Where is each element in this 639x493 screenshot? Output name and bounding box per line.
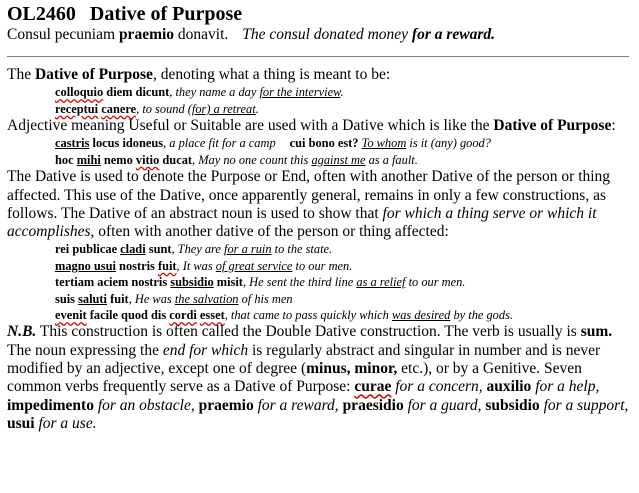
example-latin: cladi <box>120 242 146 257</box>
nb-verb-meaning: for a guard, <box>403 396 482 414</box>
nb-verb: subsidio <box>485 396 540 414</box>
lesson-title: Dative of Purpose <box>89 3 243 25</box>
example-latin: tertiam aciem nostris <box>55 275 171 290</box>
nb-verb-meaning: for a concern, <box>391 378 483 396</box>
example-english-underlined: as a relief <box>356 275 406 290</box>
example-line <box>7 135 633 151</box>
example-english-underlined: of great service <box>215 258 293 273</box>
nb-verb: usui <box>7 414 35 432</box>
subtitle-latin-bold: praemio <box>118 26 175 43</box>
example-latin: evenit <box>55 308 87 323</box>
example-latin: canere <box>101 101 137 116</box>
adjective-paragraph <box>7 117 633 135</box>
purpose-text: The Dative is used to denote the Purpose or End, often with another Dative of the person or thing affected. This use of the Dative, once apparently general, remains in only a few constructions, as follows. The Dative of an abstract noun is used to show that <box>7 168 611 222</box>
example-latin: magno usui <box>55 258 116 273</box>
example-latin: receptui <box>55 101 99 116</box>
example-latin: esset <box>199 308 225 323</box>
nb-bold: minus, minor, <box>306 360 398 378</box>
subtitle-latin-pre: Consul pecuniam <box>7 26 119 43</box>
lesson-code: OL2460 <box>7 3 76 25</box>
nb-italic: end for which <box>162 341 249 359</box>
intro-bold: Dative of Purpose <box>34 66 153 83</box>
example-english-underlined: the salvation <box>174 291 239 306</box>
example-latin: cui bono est? <box>289 136 359 151</box>
adjective-text: Adjective meaning Useful or Suitable are used with a Dative which is like the <box>7 117 494 135</box>
nb-bold: sum. <box>580 323 613 341</box>
example-latin: facile quod dis <box>86 308 170 323</box>
subtitle-latin-post: donavit. <box>174 26 229 43</box>
example-latin: colloquio <box>55 85 104 100</box>
lesson-page <box>7 3 633 433</box>
nb-text: The noun expressing the <box>7 341 163 359</box>
example-english: . <box>255 101 259 116</box>
example-english-underlined: To whom <box>361 136 407 151</box>
page-title <box>7 3 633 25</box>
example-english: , they name a day <box>169 85 260 100</box>
example-latin: suis <box>55 291 79 306</box>
nb-verb: impedimento <box>7 396 94 414</box>
subtitle-translation <box>242 26 495 43</box>
adjective-bold: Dative of Purpose <box>493 117 612 135</box>
example-latin: ducat <box>159 152 193 167</box>
example-english: , to sound <box>136 101 188 116</box>
example-line <box>7 291 633 307</box>
example-line <box>7 307 633 323</box>
example-english-underlined: for the interview <box>259 85 341 100</box>
nb-verb-meaning: for an obstacle, <box>93 396 195 414</box>
example-latin: rei publicae <box>55 242 121 257</box>
example-english-underlined: (for) a retreat <box>187 101 256 116</box>
example-english: to our men. <box>292 258 353 273</box>
nb-text: is regularly abstract and singular in number and is never modified by an adjective, except one of degree ( <box>7 341 601 378</box>
adjective-colon: : <box>611 117 616 135</box>
example-latin: fuit <box>107 291 129 306</box>
example-latin: cordi <box>169 308 197 323</box>
example-latin: vitio <box>135 152 160 167</box>
example-latin: fuit <box>157 258 177 273</box>
nb-verb: auxilio <box>486 378 532 396</box>
example-line <box>7 241 633 257</box>
example-english: . <box>340 85 344 100</box>
example-english: is it (any) good? <box>406 136 491 151</box>
subtitle <box>7 25 633 45</box>
nb-paragraph <box>7 323 633 433</box>
example-english: , They are <box>171 242 225 257</box>
nb-verb-meaning: for a reward, <box>253 396 339 414</box>
purpose-text: , often with another dative of the person or thing affected: <box>90 223 449 241</box>
intro-pre: The <box>7 66 35 83</box>
example-english-underlined: was desired <box>391 308 451 323</box>
purpose-italic: for which a thing serve or which it accomplishes <box>7 204 597 241</box>
nb-verb-meaning: for a use. <box>34 414 97 432</box>
intro-post: , denoting what a thing is meant to be: <box>152 66 391 83</box>
nb-verb-meaning: for a help, <box>531 378 600 396</box>
divider <box>7 56 629 57</box>
example-english: of his men <box>238 291 293 306</box>
nb-verb: praemio <box>198 396 254 414</box>
example-latin: locus idoneus <box>89 136 164 151</box>
example-latin: saluti <box>78 291 107 306</box>
nb-text: This construction is often called the Double Dative construction. The verb is usually is <box>36 323 581 341</box>
example-english: to the state. <box>271 242 333 257</box>
example-english: , He was <box>128 291 175 306</box>
nb-label: N.B. <box>7 323 37 341</box>
example-latin: nostris <box>115 258 158 273</box>
example-line <box>7 274 633 290</box>
example-english: , It was <box>176 258 216 273</box>
example-english: , that came to pass quickly which <box>224 308 392 323</box>
example-english-underlined: against me <box>311 152 366 167</box>
example-english: , May no one count this <box>192 152 312 167</box>
example-line <box>7 101 633 117</box>
nb-verb: praesidio <box>342 396 404 414</box>
nb-verb: curae <box>354 378 392 396</box>
purpose-paragraph <box>7 168 633 241</box>
example-english: as a fault. <box>365 152 418 167</box>
subtitle-eng-pre: The consul donated money <box>242 26 412 43</box>
example-latin: sunt <box>145 242 172 257</box>
example-latin: mihi <box>76 152 101 167</box>
example-latin: nemo <box>100 152 136 167</box>
example-latin: hoc <box>55 152 77 167</box>
example-latin: castris <box>55 136 90 151</box>
example-english: to our men. <box>405 275 466 290</box>
nb-text: etc.), or by a Genitive. Seven common verbs frequently serve as a Dative of Purpose: <box>7 360 582 396</box>
example-line <box>7 258 633 274</box>
example-line <box>7 152 633 168</box>
intro-paragraph <box>7 66 633 84</box>
example-english: , He sent the third line <box>242 275 357 290</box>
example-latin: subsidio <box>170 275 214 290</box>
example-latin: misit <box>213 275 243 290</box>
subtitle-eng-bold: for a reward. <box>411 26 496 43</box>
example-english-underlined: for a ruin <box>224 242 272 257</box>
example-english: by the gods. <box>450 308 513 323</box>
example-english: , a place fit for a camp <box>163 136 276 151</box>
nb-verb-meaning: for a support, <box>539 396 629 414</box>
example-line <box>7 84 633 100</box>
example-latin: diem dicunt <box>103 85 170 100</box>
